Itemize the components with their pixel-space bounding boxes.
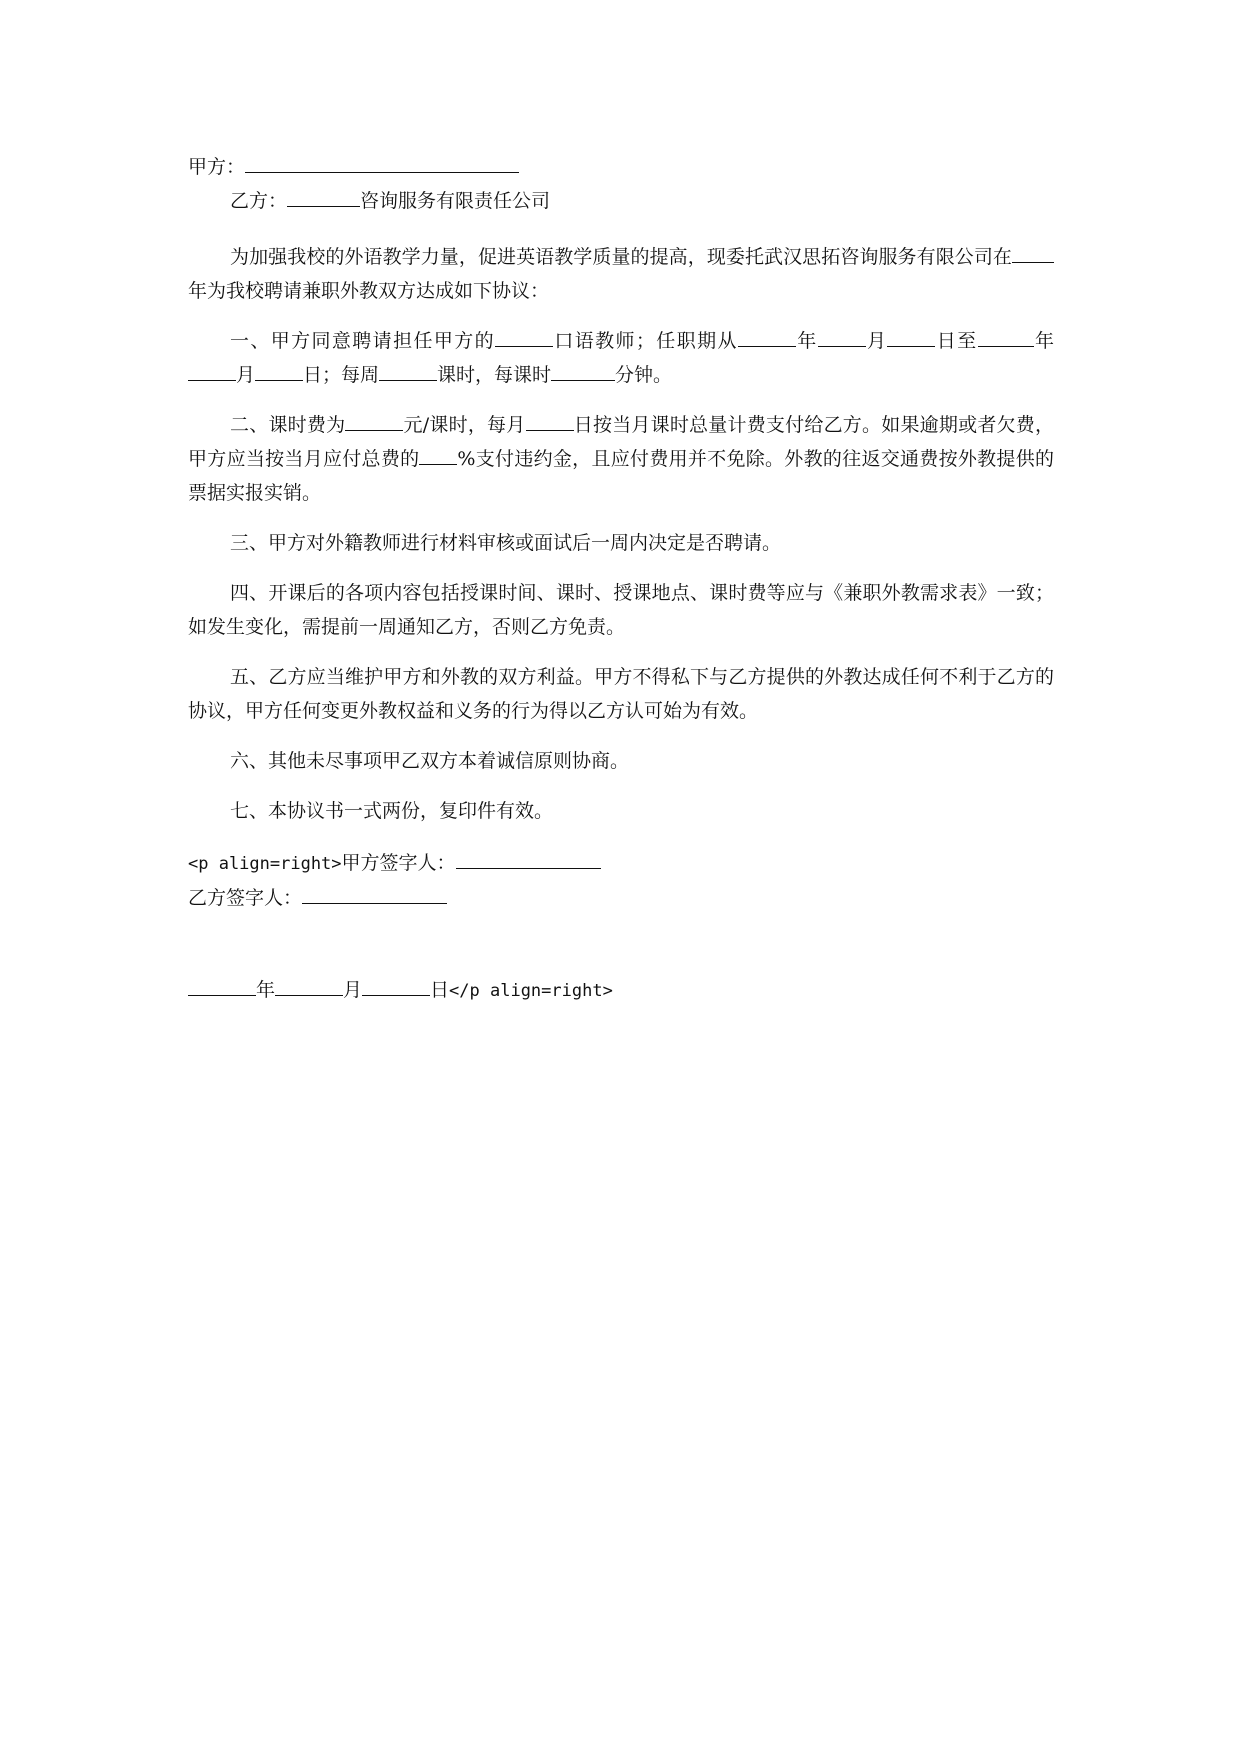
clause-1	[188, 324, 1054, 392]
clause-6: 六、其他未尽事项甲乙双方本着诚信原则协商。	[230, 750, 630, 772]
party-a-blank	[245, 150, 519, 173]
clause-1-text-2: 口语教师	[553, 330, 636, 352]
clause-2-text-1: 二、课时费为	[230, 414, 346, 436]
agreement-document	[188, 150, 1054, 1008]
raw-tag-open: <p align=right>	[188, 854, 342, 874]
date-line	[188, 973, 1054, 1008]
clause-2-text-2: 元/课时，每月	[403, 414, 526, 436]
intro-year-blank	[1012, 240, 1054, 263]
clause-5: 五、乙方应当维护甲方和外教的双方利益。甲方不得私下与乙方提供的外教达成任何不利于乙方的协议，甲方任何变更外教权益和义务的行为得以乙方认可始为有效。	[188, 666, 1054, 722]
clause-7: 七、本协议书一式两份，复印件有效。	[230, 800, 554, 822]
clause-2-fee-blank	[345, 408, 403, 431]
clause-1-text-7: 年	[1033, 330, 1054, 352]
clause-1-minutes-blank	[551, 358, 615, 381]
party-a-line	[188, 150, 1054, 184]
party-a-signature-blank	[456, 846, 601, 869]
party-b-blank	[287, 184, 360, 207]
spacer	[188, 915, 1054, 973]
clause-1-text-5: 月	[865, 330, 888, 352]
party-b-label: 乙方：	[230, 190, 288, 212]
party-a-signature-label: 甲方签字人：	[341, 852, 456, 874]
date-day-label: 日	[430, 979, 450, 1001]
clause-2	[188, 408, 1054, 510]
date-day-blank	[362, 973, 430, 996]
party-b-suffix: 咨询服务有限责任公司	[360, 190, 551, 212]
party-b-signature-blank	[302, 881, 447, 904]
clause-1-text-8: 月	[236, 364, 256, 386]
clause-1-start-month-blank	[818, 324, 866, 347]
clause-1-text-10: 课时，每课时	[437, 364, 552, 386]
clause-1-text-1: 一、甲方同意聘请担任甲方的	[230, 330, 495, 352]
raw-tag-close: </p align=right>	[449, 981, 613, 1001]
clause-1-text-4: 年	[795, 330, 818, 352]
date-year-label: 年	[256, 979, 276, 1001]
intro-text-1: 为加强我校的外语教学力量，促进英语教学质量的提高，现委托武汉思拓咨询服务有限公司在	[230, 246, 1012, 268]
clause-1-weekly-hours-blank	[379, 358, 437, 381]
intro-paragraph	[188, 240, 1054, 308]
clause-1-text-11: 分钟。	[615, 364, 673, 386]
party-a-label: 甲方：	[188, 156, 246, 178]
clause-2-penalty-blank	[419, 442, 457, 465]
party-b-signature-line	[188, 881, 1054, 915]
party-a-signature-line	[188, 846, 1054, 881]
clause-1-start-year-blank	[738, 324, 796, 347]
clause-1-end-day-blank	[255, 358, 303, 381]
party-b-signature-label: 乙方签字人：	[188, 887, 303, 909]
clause-1-position-blank	[495, 324, 553, 347]
clause-1-end-year-blank	[978, 324, 1034, 347]
clause-2-text-3: 日按当月课时总量计费支付给乙方。如果逾期或者欠费，甲方应当按当月应付总费的	[188, 414, 1054, 470]
party-b-line	[188, 184, 1054, 218]
clause-4: 四、开课后的各项内容包括授课时间、课时、授课地点、课时费等应与《兼职外教需求表》一致；如发生变化，需提前一周通知乙方，否则乙方免责。	[188, 582, 1054, 638]
clause-1-start-day-blank	[887, 324, 935, 347]
clause-3: 三、甲方对外籍教师进行材料审核或面试后一周内决定是否聘请。	[230, 532, 782, 554]
intro-text-2: 年为我校聘请兼职外教双方达成如下协议：	[188, 280, 550, 302]
date-year-blank	[188, 973, 256, 996]
clause-1-end-month-blank	[188, 358, 236, 381]
date-month-label: 月	[343, 979, 363, 1001]
clause-1-text-3: ；任职期从	[635, 330, 738, 352]
clause-2-text-4: %支付违约金，且应付费用并不免除。外教的往返交通费按外教提供的票据实报实销。	[188, 448, 1054, 504]
date-month-blank	[275, 973, 343, 996]
clause-1-text-9: 日；每周	[303, 364, 380, 386]
clause-1-text-6: 日至	[935, 330, 978, 352]
clause-2-pay-day-blank	[526, 408, 574, 431]
